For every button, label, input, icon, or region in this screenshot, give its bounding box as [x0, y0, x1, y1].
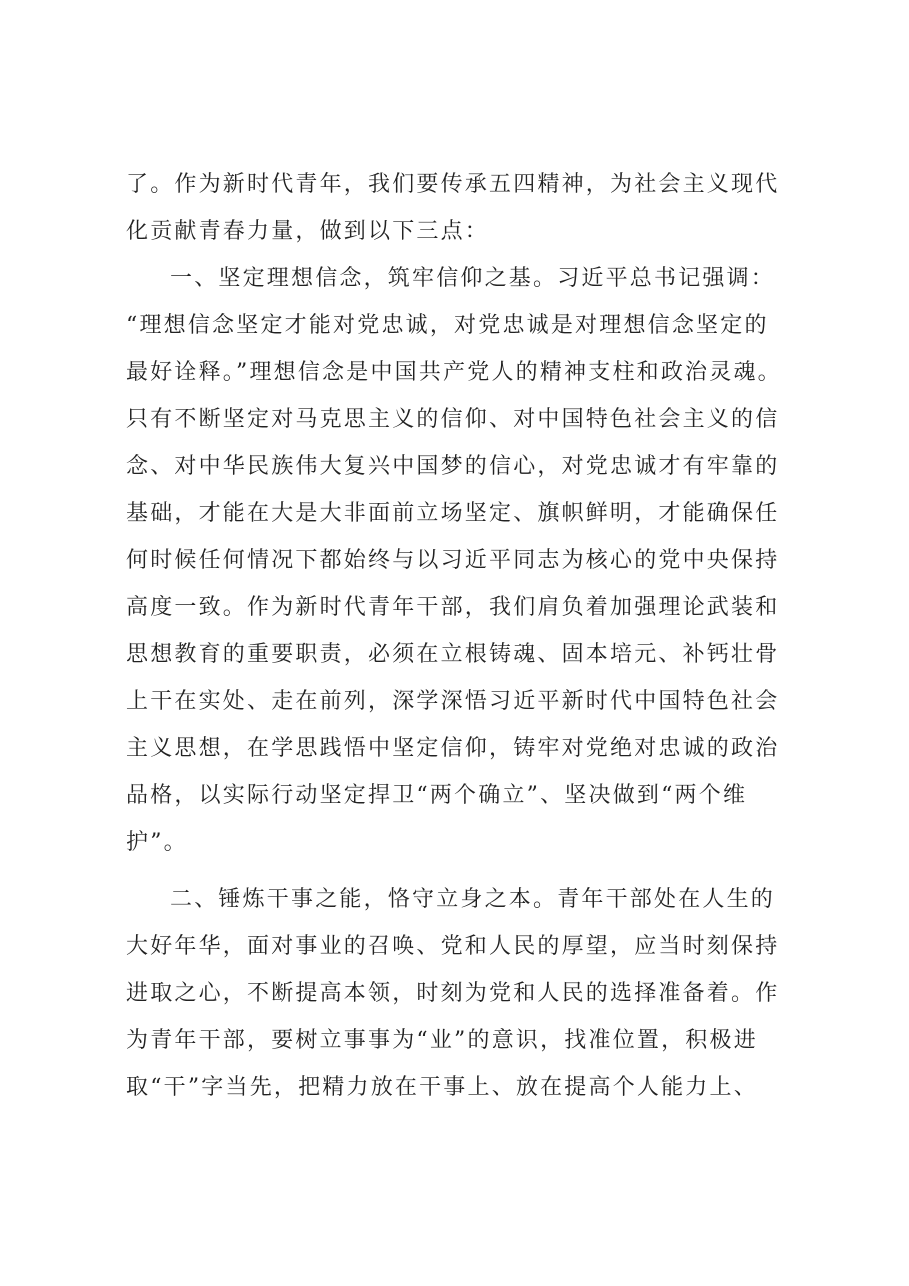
text-line: 上干在实处、走在前列，深学深悟习近平新时代中国特色社会	[126, 689, 780, 714]
text-line: 思想教育的重要职责，必须在立根铸魂、固本培元、补钙壮骨	[126, 642, 780, 667]
text-line: 高度一致。作为新时代青年干部，我们肩负着加强理论武装和	[126, 595, 780, 620]
text-line: 取“干”字当先，把精力放在干事上、放在提高个人能力上、	[126, 1075, 758, 1100]
text-line: 一、坚定理想信念，筑牢信仰之基。习近平总书记强调：	[170, 266, 776, 291]
text-line: 主义思想，在学思践悟中坚定信仰，铸牢对党绝对忠诚的政治	[126, 736, 780, 761]
text-line: 只有不断坚定对马克思主义的信仰、对中国特色社会主义的信	[126, 407, 780, 432]
text-line: 为青年干部，要树立事事为“业”的意识，找准位置，积极进	[126, 1028, 758, 1053]
text-line: 品格，以实际行动坚定捍卫“两个确立”、坚决做到“两个维	[126, 783, 748, 808]
text-line: 了。作为新时代青年，我们要传承五四精神，为社会主义现代	[126, 172, 780, 197]
text-line: 基础，才能在大是大非面前立场坚定、旗帜鲜明，才能确保任	[126, 501, 780, 526]
text-line: 进取之心，不断提高本领，时刻为党和人民的选择准备着。作	[126, 981, 780, 1006]
text-line: 何时候任何情况下都始终与以习近平同志为核心的党中央保持	[126, 548, 780, 573]
text-line: 护”。	[126, 830, 188, 855]
text-line: 二、锤炼干事之能，恪守立身之本。青年干部处在人生的	[170, 887, 776, 912]
text-line: 化贡献青春力量，做到以下三点：	[126, 219, 490, 244]
text-line: 念、对中华民族伟大复兴中国梦的信心，对党忠诚才有牢靠的	[126, 454, 780, 479]
text-line: 大好年华，面对事业的召唤、党和人民的厚望，应当时刻保持	[126, 934, 780, 959]
text-line: “理想信念坚定才能对党忠诚，对党忠诚是对理想信念坚定的	[126, 313, 769, 338]
text-line: 最好诠释。”理想信念是中国共产党人的精神支柱和政治灵魂。	[126, 360, 782, 385]
